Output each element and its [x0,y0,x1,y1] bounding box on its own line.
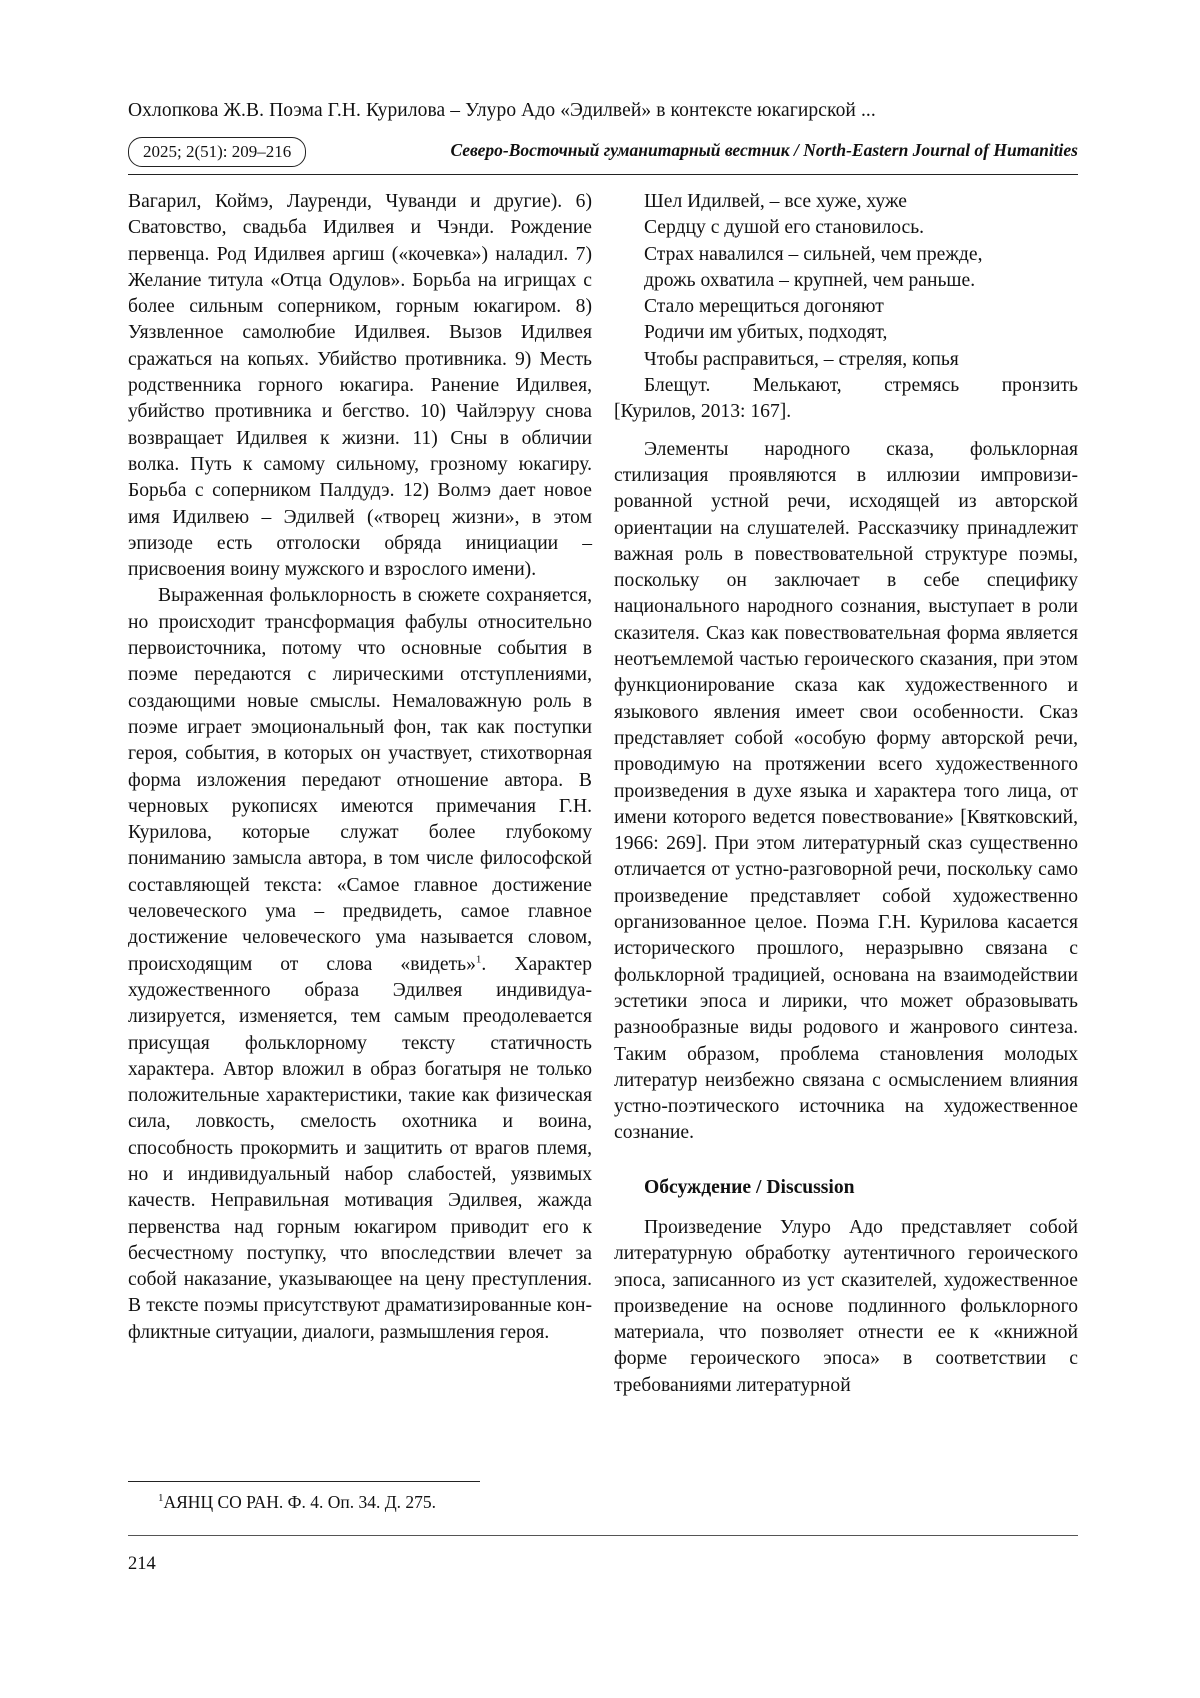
header-rule [128,174,1078,175]
verse-line: Чтобы расправиться, – стреляя, копья [644,348,959,370]
footnote-reference[interactable]: 1 [475,953,482,966]
left-paragraph-folklore [128,583,592,1346]
verse-line: Стало мерещиться догоняют [644,296,884,318]
verse-line: дрожь охватила – крупней, чем раньше. [644,269,976,291]
left-paragraph-folklore-part2: . Характер художественного образа Эдилвея индивидуализируется, изменяется, тем самым преодолевается присущая фольклорному тексту статичность характера. Автор вложил в образ богатыря не только положительные характеристики, такие как физическая сила, ловкость, смелость охотника и воина, способность прокормить и защитить от врагов племя, но и индивидуальный набор слабостей, уязвимых качеств. Неправильная мотивация Эдилвея, жажда первенства над горным юкагиром приводит его к бесчестному поступку, что впоследствии влечет за собой наказание, указывающее на цену преступления. В тексте поэмы присутствуют драматизированные конфликтные ситуации, диалоги, размышления героя. [128,953,592,1343]
footnote-text: АЯНЦ СО РАН. Ф. 4. Оп. 34. Д. 275. [163,1492,437,1512]
verse-line: Шел Идилвей, – все хуже, хуже [644,191,907,212]
right-paragraph-discussion: Произведение Улуро Адо представляет собой литературную обработку аутентичного героического эпоса, записанного из уст сказителей, художественное произведение на основе подлинного фольклорного материала, что позволяет отнести ее к «книжной форме героического эпоса» в соответствии с требованиями литературной [614,1216,1078,1396]
right-paragraph-skaz: Элементы народного сказа, фольклорная стилизация проявляются в иллюзии импровизированной устной речи, исходящей из авторской ориентации на слушателей. Рассказчику принадлежит важная роль в повествовательной структуре поэмы, поскольку он заключает в себе специфику национального народного сознания, выступает в роли сказителя. Сказ как повествовательная форма является неотъемлемой частью героического сказания, при этом функционирование сказа как художественного и языкового явления имеет свои особенности. Сказ представляет собой «особую форму авторской речи, проводимую на протяжении всего художественного произведения в духе языка и характера того лица, от имени которого ведется повествование» [Квятковский, 1966: 269]. При этом литературный сказ существенно отличается от устно-разговорной речи, поскольку само произведение представляет собой художественно организованное целое. Поэма Г.Н. Курилова касается исторического прошлого, неразрывно связана с фольклорной традицией, основана на взаимодействии эстетики эпоса и лирики, что может образовывать разнообразные виды родового и жанрового синтеза. Таким образом, проблема становления молодых литератур неизбежно связана с осмыслением влияния устно-поэтического источника на художественное сознание. [614,438,1078,1144]
left-column [128,189,592,1346]
footnote-mark: 1 [158,1492,164,1505]
verse-line: Страх навалился – сильней, чем прежде, [644,243,983,265]
page-number: 214 [128,1554,156,1574]
left-paragraph-folklore-part1: Выраженная фольклорность в сюжете сохраняется, но происходит трансформация фабулы относительно первоисточника, потому что основные события в поэме передаются с лирическими отступлениями, создающими новые смыслы. Немаловажную роль в поэме играет эмоциональный фон, так как поступки героя, события, в которых он участвует, стихотворная форма изложения передают отношение автора. В черновых рукописях имеются примечания Г.Н. Курилова, которые служат более глубокому пониманию замысла автора, в том числе философской составляющей текста: «Самое главное достижение человеческого ума – предвидеть, самое главное достижение человеческого ума называется словом, происходящим от слова «видеть» [128,585,592,975]
verse-line-last: Блещут. Мелькают, стремясь пронзить [644,375,1078,397]
section-heading-discussion: Обсуждение / Discussion [644,1176,855,1198]
verse-citation: [Курилов, 2013: 167]. [614,401,792,423]
running-title: Охлопкова Ж.В. Поэма Г.Н. Курилова – Улуро Адо «Эдилвей» в контексте юкагирской ... [128,100,876,121]
right-column [614,189,1078,1399]
issue-badge: 2025; 2(51): 209–216 [128,137,306,167]
journal-name: Северо-Восточный гуманитарный вестник / North-Eastern Journal of Humanities [450,140,1078,160]
footnote-rule [128,1481,480,1482]
footer-rule [128,1535,1078,1536]
verse-line: Сердцу с душой его становилось. [644,217,925,239]
verse-line: Родичи им убитых, подходят, [644,322,888,344]
footnote [158,1492,436,1513]
journal-meta-row [128,137,1078,169]
verse-quote [614,189,1078,426]
left-paragraph-plot-list: Вагарил, Коймэ, Лауренди, Чуванди и другие). 6) Сватовство, свадьба Идилвея и Чэнди. Рождение первенца. Род Идилвея аргиш («кочевка») наладил. 7) Желание титула «Отца Одулов». Борьба на игрищах с более сильным соперником, горным юкагиром. 8) Уязвленное самолюбие Идилвея. Вызов Идилвея сражаться на копьях. Убийство противника. 9) Месть родственника горного юкагира. Ранение Идилвея, убийство противника и бегство. 10) Чайлэруу снова возвращает Идилвея к жизни. 11) Сны в обличии волка. Путь к самому сильному, грозному юкагиру. Борьба с соперником Палдудэ. 12) Волмэ дает новое имя Идилвею – Эдилвей («творец жизни», в этом эпизоде есть отголоски обряда инициации – присвоения воину мужского и взрослого имени). [128,191,592,581]
